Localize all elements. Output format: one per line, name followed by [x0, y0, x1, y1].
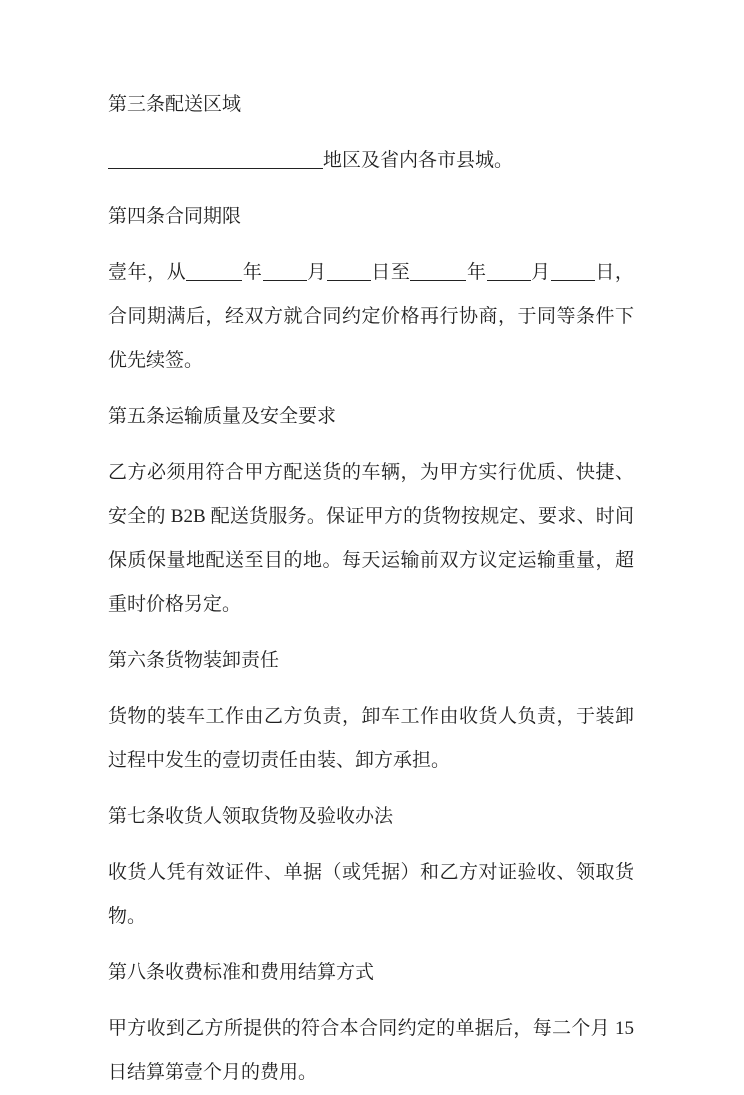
fill-in-blank-line	[487, 266, 531, 281]
article-4-term-paragraph	[108, 251, 634, 383]
text-run: 月	[530, 262, 551, 283]
text-run: 第七条收货人领取货物及验收办法	[108, 806, 394, 827]
fill-in-blank-line	[551, 266, 595, 281]
article-8-body	[108, 1007, 639, 1095]
text-run: 第六条货物装卸责任	[108, 650, 280, 671]
article-7-body	[108, 851, 634, 939]
article-5-body	[108, 451, 634, 627]
article-8-heading	[108, 951, 634, 995]
text-run: 第四条合同期限	[108, 206, 242, 227]
text-run: 第八条收费标准和费用结算方式	[108, 962, 375, 983]
text-run: 收货人凭有效证件、单据（或凭据）和乙方对证验收、领取货物。	[108, 862, 634, 927]
text-run: 地区及省内各市县城。	[323, 150, 514, 171]
text-run: 年	[242, 262, 263, 283]
fill-in-blank-line	[108, 154, 323, 169]
text-run: 甲方收到乙方所提供的符合本合同约定的单据后，每二个月 15 日结算第壹个月的费用。	[108, 1018, 639, 1083]
text-run: 日至	[370, 262, 411, 283]
text-run: 年	[466, 262, 487, 283]
text-run: 第三条配送区域	[108, 94, 242, 115]
article-3-heading	[108, 83, 634, 127]
text-run: 日，合同期满后，经双方就合同约定价格再行协商，于同等条件下优先续签。	[108, 262, 634, 371]
article-3-delivery-area-line	[108, 139, 634, 183]
text-run: 乙方必须用符合甲方配送货的车辆，为甲方实行优质、快捷、安全的 B2B 配送货服务。保证甲方的货物按规定、要求、时间保质保量地配送至目的地。每天运输前双方议定运输重量，超重时价格另定。	[108, 462, 634, 615]
article-6-heading	[108, 639, 634, 683]
article-5-heading	[108, 395, 634, 439]
text-run: 货物的装车工作由乙方负责，卸车工作由收货人负责，于装卸过程中发生的壹切责任由装、卸方承担。	[108, 706, 634, 771]
fill-in-blank-line	[186, 266, 242, 281]
text-run: 第五条运输质量及安全要求	[108, 406, 337, 427]
fill-in-blank-line	[327, 266, 371, 281]
fill-in-blank-line	[263, 266, 307, 281]
text-run: 壹年，从	[108, 262, 187, 283]
article-4-heading	[108, 195, 634, 239]
text-run: 月	[306, 262, 327, 283]
article-6-body	[108, 695, 634, 783]
document-body	[108, 83, 639, 1095]
fill-in-blank-line	[410, 266, 466, 281]
article-7-heading	[108, 795, 634, 839]
